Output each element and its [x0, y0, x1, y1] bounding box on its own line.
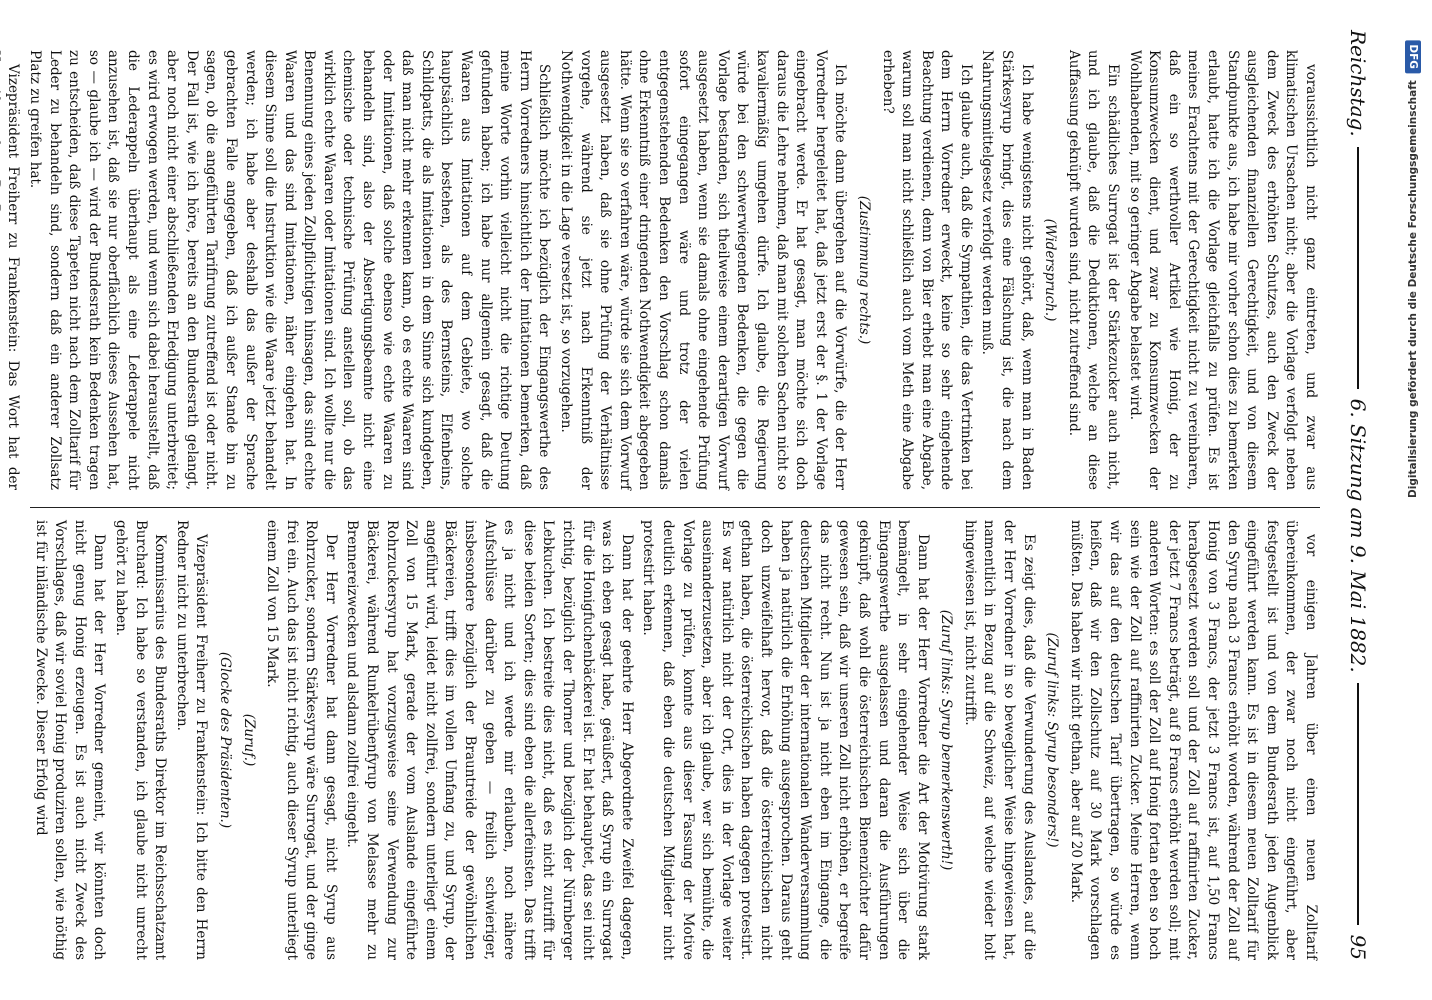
- stage-direction: (Zustimmung rechts.): [855, 195, 872, 345]
- paragraph: voraussichtlich nicht ganz eintreten, und zwar aus klimatischen Ursachen nicht; aber die Vorlage verfolgt neben dem Zweck des erhöhten Schutzes, auch den Zweck der ausgleichenden finanziellen Gerechtigkeit, und von diesem Standpunkte aus, ich habe mir vorher schon dies zu bemerken erlaubt, hatte ich die Vorlage gleichfalls zu prüfen. Es ist meines Erachtens mit der Gerechtigkeit nicht zu vereinbaren, daß ein so werthvoller Artikel wie Honig, der zu Konsumzwecken dient, und zwar zu Konsumzwecken der Wohlhabenden, mit so geringer Abgabe belastet wird.: [1126, 50, 1319, 490]
- header-center: 6. Sitzung am 9. Mai 1882.: [1346, 398, 1370, 673]
- paragraph: Ich glaube auch, daß die Sympathien, die das Vertrinken bei dem Herrn Vorredner erweckt, keine so sehr eingehende Beachtung verdienen, denn von Bier erhebt man eine Abgabe, warum soll man nicht schließlich auch vom Meth eine Abgabe erheben?: [879, 50, 974, 490]
- paragraph: Der Herr Vorredner hat dann gesagt, nicht Syrup aus Rohrzucker, sondern Stärkesyrup wäre Surrogat, und der ginge frei ein. Auch das ist nicht richtig, auch dieser Syrup unterliegt einem Zoll von 15 Mark.: [264, 520, 339, 960]
- stage-direction: (Zuruf links: Syrup bemerkenswerth!): [938, 609, 955, 871]
- right-column: [5, 50, 1320, 491]
- stage-direction: (Zuruf.): [240, 713, 257, 767]
- header-rule: [1357, 147, 1359, 389]
- paragraph: Es zeigt dies, daß die Verwunderung des Auslandes, auf die der Herr Vorredner in so beweglicher Weise hingewiesen hat, namentlich in Bezug auf die Schweiz, auf welche wieder holt hingewiesen ist, nicht zutrifft.: [961, 520, 1037, 960]
- paragraph: Kommissarius des Bundesraths Direktor im Reichsschatzamt Burchard: Ich habe so verstanden, ich glaube nicht unrecht gehört zu haben.: [112, 520, 169, 960]
- paragraph: Vizepräsident Freiherr zu Frankenstein: Ich bitte den Herrn Redner nicht zu unterbrechen.: [173, 520, 210, 960]
- stage-direction: (Zuruf links: Syrup besonders!): [1044, 632, 1061, 848]
- header-left: Reichstag.: [1346, 30, 1370, 137]
- dfg-credit: [1400, 40, 1426, 960]
- dfg-logo: DFG: [1405, 40, 1421, 73]
- paragraph: Vizepräsident Freiherr zu Frankenstein: Das Wort hat der: [5, 64, 22, 490]
- paragraph: Dann hat der geehrte Herr Abgeordnete Zweifel dagegen, was ich eben gesagt habe, geäußert, daß Syrup ein Surrogat für die Honigfuchenbäckerei ist. Er hat behauptet, das sei nicht richtig, bezüglich der Thorner und bezüglich der Nürnberger Lebkuchen. Ich bestreite dies nicht, daß es nicht zutrifft für diese beiden Sorten; dies sind eben die allerfeinsten. Das trifft es ja nicht und ich werde mir erlauben, noch nähere Aufschlüsse darüber zu geben — freilich schwieriger, insbesondere bezüglich der Brauntreide der gewöhnlichen Bäckereien, trifft dies im vollen Umfang zu, und Syrup, der angeführt wird, leidet nicht zollfrei, sondern unterliegt einem Zoll von 15 Mark, gerade der vom Auslande eingeführte Rohrzuckersyrup hat vorzugsweise seine Verwendung zur Bäckerei, während Runkelrübenfyrup von Melasse mehr zu Brennereizwecken und alsdann zollfrei eingeht.: [344, 520, 635, 960]
- header-rule: [1357, 683, 1359, 925]
- stage-direction: (Glocke des Präsidenten.): [216, 651, 233, 829]
- column-divider: [30, 507, 1320, 508]
- paragraph: Schließlich möchte ich bezüglich der Eingangswerthe des Herrn Vorredners hinsichtlich der Imitationen bemerken, daß meine Worte vorhin vielleicht nicht die richtige Deutung gefunden haben; ich habe nur allgemein gesagt, daß die Waaren aus Imitationen auf dem Gebiete, wo solche hauptsächlich bestehen, als des Bernsteins, Elfenbeins, Schildpatts, die als Imitationen in dem Sinne sich kundgeben, daß man nicht mehr erkennen kann, ob es echte Waaren sind oder Imitationen, daß solche ebenso wie echte Waaren zu behandeln sind, also der Absertigungsbeamte nicht eine chemische oder technische Prüfung anstellen soll, ob das wirklich echte Waaren oder Imitationen sind. Ich wollte nur die Benennung eines jeden Zollpflichtigen hinsagen, das sind echte Waaren und das sind Imitationen, näher eingehen hat. In diesem Sinne soll die Instruktion wie die Waare jetzt behandelt werden; ich habe aber deshalb das außer der Sprache gebrachten Falle angegeben, daß ich außer Stande bin zu sagen, ob die angeführten Tarifirung zutreffend ist oder nicht. Der Fall ist, wie ich höre, bereits an den Bundesrath gelangt, aber noch nicht einer abschließenden Erledigung unterbreitet; es wird erwogen werden, und wenn sich dabei herausstellt, daß die Lederappeln überhaupt als eine Lederappele nicht anzusehen ist, daß sie nur oberflächlich dieses Aussehen hat, so — glaube ich — wird der Bundesrath kein Bedenken tragen zu entscheiden, daß diese Tapeten nicht nach dem Zolltarif für Leder zu behandeln sind, sondern daß ein anderer Zollsatz Platz zu greifen hat.: [27, 50, 553, 490]
- paragraph: Ich habe wenigstens nicht gehört, daß, wenn man in Baden Stärkesyrup bringt, dies eine Fälschung ist, die nach dem Nahrungsmittelgesetz verfolgt werden muß.: [979, 50, 1035, 490]
- paragraph: Ein schädliches Surrogat ist der Stärkezucker auch nicht, und ich glaube, daß die Deduktionen, welche an diese Auffassung geknüpft wurden sind, nicht zutreffend sind.: [1065, 50, 1122, 490]
- page-header: [1338, 30, 1378, 960]
- paragraph: Dann hat der Herr Vorredner die Art der Motivirung stark bemängelt, in sehr eingehender Weise sich über die Eingangswerthe ausgelassen und daran die Ausführungen geknüpft, daß wohl die österreichischen Bienenzüchter dafür gewesen sein, daß wir unseren Zoll nicht erhöhen, er begreife das nicht recht. Nun ist ja nicht eben im Eingange, die deutschen Mitglieder der internationalen Wanderversammlung haben ja natürlich die Erhöhung ausgesprochen. Daraus geht doch unzweifelhaft hervor, daß die österreichischen nicht gethan haben, die österreichischen haben dagegen protestirt. Es war natürlich nicht der Ort, dies in der Vorlage weiter auseinanderzusetzen, aber ich glaube, wer sich bemühte, die Vorlage zu prüfen, konnte aus dieser Fassung der Motive deutlich erkennen, daß eben die deutschen Mitglieder nicht protestirt haben.: [640, 520, 931, 960]
- stage-direction: (Widerspruch.): [1042, 218, 1059, 322]
- paragraph: vor einigen Jahren über einen neuen Zolltarif übereinkommen, der zwar noch nicht eingeführt, aber festgestellt ist und von dem Bundesrath jeden Augenblick eingeführt werden kann. Es ist in diesem neuen Zolltarif für den Syrup nach 3 Francs erhöht worden, während der Zoll auf Honig von 3 Francs, der jetzt 3 Francs ist, auf 1,50 Francs herabgesetzt werden soll und der Zoll auf raffinirten Zucker, der jetzt 7 Francs beträgt, auf 8 Francs erhöht werden soll; mit anderen Worten: es soll der Zoll auf Honig fortan eben so hoch sein wie der Zoll auf raffinirten Zucker. Meine Herren, wenn wir das auf den deutschen Tarif übertragen, so würde es heißen, daß wir den Zollschutz auf 30 Mark vorschlagen müßten. Das haben wir nicht gethan, aber auf 20 Mark.: [1067, 520, 1319, 960]
- credit-text: Digitalisierung gefördert durch die Deutsche Forschungsgemeinschaft: [1407, 80, 1419, 498]
- left-column: [30, 520, 1320, 960]
- header-page-number: 95: [1346, 934, 1370, 961]
- paragraph: Ich möchte dann übergehen auf die Vorwürfe, die der Herr Vorredner hergeleitet hat, daß jetzt erst der §. 1 der Vorlage eingebracht werde. Er hat gesagt, man möchte sich doch daraus die Lehre nehmen, daß man mit solchen Sachen nicht so kavaliermäßig umgehen dürfe. Ich glaube, die Regierung würde bei den schwerwiegenden Bedenken, die gegen die Vorlage bestanden, sich theilweise einem derartigen Vorwurf ausgesetzt haben, wenn sie damals ohne eingehende Prüfung sofort eingegangen wäre und trotz der vielen entgegenstehenden Bedenken den Vorschlag schon damals ohne Erkenntniß einer dringenden Nothwendigkeit abgegeben hätte. Wenn sie so verfahren wäre, würde sie sich dem Vorwurf ausgesetzt haben, daß sie ohne Prüfung der Verhältnisse vorgehe, während sie jetzt nach Erkenntniß der Nothwendigkeit in die Lage versetzt ist, so vorzugehen.: [558, 50, 849, 491]
- paragraph: Dann hat der Herr Vorredner gemeint, wir könnten doch nicht genug Honig erzeugen. Es ist auch nicht Zweck des Vorschlages, daß wir soviel Honig produziren sollen, wie nöthig ist für inländische Zwecke. Dieser Erfolg wird: [32, 520, 108, 960]
